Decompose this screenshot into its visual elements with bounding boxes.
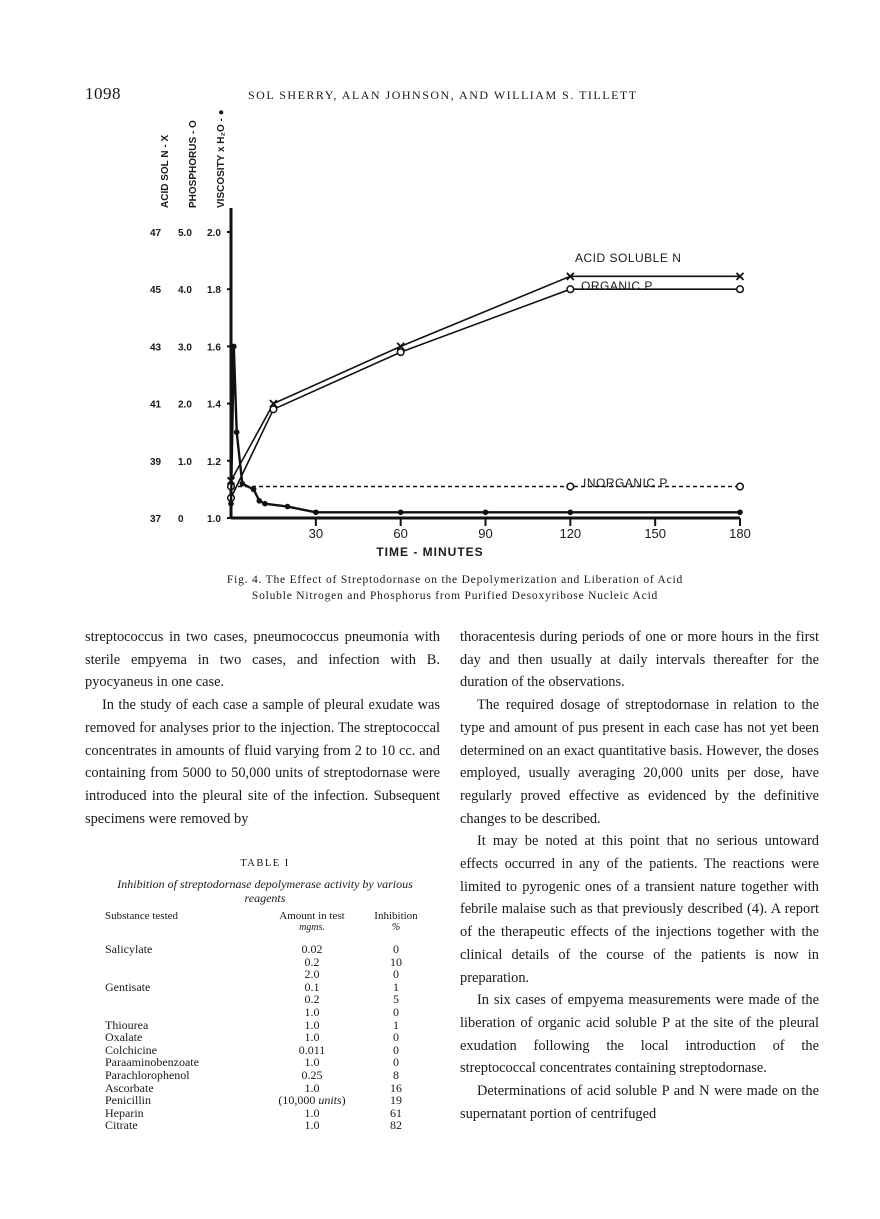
cell-amount: (10,000 units) (278, 1093, 346, 1108)
y-tick-label: 41 (150, 399, 162, 411)
figure-4-chart (0, 0, 880, 570)
header-substance: Substance tested (105, 910, 179, 922)
x-tick-label: 60 (393, 526, 408, 541)
left-paragraph-1: streptococcus in two cases, pneumococcus pneumonia with sterile empyema in two cases, and infection with B. pyocyaneus in one case. (85, 629, 440, 691)
data-point-circle (737, 286, 744, 293)
y-tick-label: 1.8 (207, 285, 221, 297)
header-inhibition-unit: % (391, 922, 401, 933)
caption-line-2: Soluble Nitrogen and Phosphorus from Purified Desoxyribose Nucleic Acid (251, 590, 659, 602)
cell-substance: Gentisate (105, 979, 151, 994)
data-point-dot (262, 501, 268, 507)
data-point-circle (567, 483, 574, 490)
table-row (105, 1019, 425, 1032)
y-tick-label: 1.6 (207, 342, 221, 354)
series-label: ORGANIC P (581, 279, 653, 293)
y-axis-label: VISCOSITY x H₂O - ● (216, 109, 227, 208)
header-amount-label: Amount in test (279, 910, 345, 922)
cell-inhibition: 5 (393, 992, 399, 1007)
table-row (105, 1082, 425, 1095)
left-paragraph-2: In the study of each case a sample of pleural exudate was removed for analyses prior to the injection. The streptococcal concentrates in amounts of fluid varying from 2 to 10 cc. and containing from 5000 to 50,000 units of streptodornase were introduced into the pleural site of the infection. Subsequent specimens were removed by (85, 697, 440, 827)
cell-substance: Penicillin (105, 1093, 151, 1108)
table-title: TABLE I (240, 858, 290, 869)
table-row (105, 1069, 425, 1082)
figure-caption (150, 572, 760, 604)
y-tick-label: 45 (150, 285, 162, 297)
y-tick-label: 39 (150, 456, 162, 468)
cell-amount: 1.0 (304, 1105, 320, 1120)
caption-line-1: Fig. 4. The Effect of Streptodornase on the Depolymerization and Liberation of Acid (226, 574, 684, 586)
cell-amount: 0.011 (298, 1042, 326, 1057)
table-row (105, 1107, 425, 1120)
right-paragraph-2: The required dosage of streptodornase in relation to the type and amount of pus present in each case has not yet been determined on an exact quantitative basis. However, the doses employed, usually averaging 20,000 units per dose, have regularly proved effective as evidenced by the definitive changes to be described. (460, 697, 819, 827)
data-point-dot (231, 344, 237, 350)
series-label: ACID SOLUBLE N (575, 251, 682, 265)
right-paragraph-1: thoracentesis during periods of one or more hours in the first day and then usually at daily intervals thereafter for the duration of the observations. (460, 629, 819, 691)
cell-inhibition: 10 (390, 954, 402, 969)
cell-substance: Parachlorophenol (105, 1067, 190, 1082)
cell-amount: 0.1 (304, 979, 320, 994)
y-tick-label: 5.0 (178, 228, 192, 239)
y-tick-label: 1.0 (178, 456, 192, 468)
cell-amount: 1.0 (304, 1118, 320, 1133)
left-column (85, 626, 440, 830)
cell-amount: 0.2 (304, 992, 320, 1007)
cell-substance: Colchicine (105, 1042, 157, 1057)
cell-inhibition: 16 (390, 1080, 402, 1095)
header-amount-unit: mgms. (299, 922, 325, 933)
cell-inhibition: 82 (390, 1118, 402, 1133)
x-tick-label: 180 (729, 526, 751, 541)
y-tick-label: 4.0 (178, 285, 192, 297)
cell-substance: Citrate (105, 1118, 138, 1133)
page-number: 1098 (85, 84, 121, 103)
data-point-dot (568, 509, 574, 515)
table-row (105, 993, 425, 1006)
cell-inhibition: 61 (390, 1105, 402, 1120)
cell-substance (105, 956, 257, 969)
cell-inhibition: 1 (393, 1017, 399, 1032)
data-point-dot (240, 481, 246, 487)
cell-substance: Heparin (105, 1105, 144, 1120)
data-point-dot (228, 501, 234, 507)
data-point-dot (256, 498, 262, 504)
table-rows (105, 943, 425, 1132)
running-head: SOL SHERRY, ALAN JOHNSON, AND WILLIAM S. TILLETT (248, 88, 638, 102)
data-point-dot (285, 504, 291, 510)
data-point-circle (737, 483, 744, 490)
cell-inhibition: 19 (390, 1093, 402, 1108)
series-label: INORGANIC P (583, 476, 668, 490)
cell-amount: 1.0 (304, 1080, 320, 1095)
table-row (105, 1094, 425, 1107)
cell-inhibition: 0 (393, 1055, 399, 1070)
right-paragraph-5: Determinations of acid soluble P and N were made on the supernatant portion of centrifuged (460, 1083, 819, 1122)
y-tick-label: 0 (178, 514, 184, 525)
y-tick-label: 3.0 (178, 342, 192, 354)
cell-amount: 1.0 (304, 1017, 320, 1032)
cell-substance: Oxalate (105, 1030, 143, 1045)
cell-inhibition: 1 (393, 979, 399, 994)
y-tick-label: 43 (150, 342, 162, 354)
series-line (231, 289, 740, 498)
cell-substance: Ascorbate (105, 1080, 154, 1095)
series-line (231, 276, 740, 481)
data-point-circle (397, 349, 404, 356)
cell-substance: Salicylate (105, 942, 153, 956)
y-tick-label: 1.4 (207, 399, 221, 411)
table-header-row (105, 911, 425, 943)
cell-inhibition: 0 (393, 1004, 399, 1019)
cell-substance (105, 968, 257, 981)
table-row (105, 1006, 425, 1019)
cell-amount: 0.02 (301, 942, 323, 956)
data-point-dot (251, 487, 257, 493)
cell-amount: 0.2 (304, 954, 320, 969)
y-tick-label: 1.0 (207, 514, 221, 525)
data-point-circle (270, 406, 277, 413)
x-tick-label: 150 (644, 526, 667, 541)
y-tick-label: 1.2 (207, 456, 221, 468)
table-row (105, 943, 425, 956)
x-tick-label: 90 (478, 526, 493, 541)
table-row (105, 1119, 425, 1132)
cell-substance: Thiourea (105, 1017, 149, 1032)
cell-amount: 2.0 (304, 967, 320, 982)
cell-inhibition: 0 (393, 967, 399, 982)
data-point-dot (483, 509, 489, 515)
right-paragraph-3: It may be noted at this point that no serious untoward effects occurred in any of the patients. The reactions were limited to pyrogenic ones of a transient nature together with febrile malaise such as that previously described (4). A report of the therapeutic effects of the injections together with the clinical details of the course of the patients is now in preparation. (460, 833, 819, 986)
data-point-dot (737, 509, 743, 515)
cell-amount: 1.0 (304, 1030, 320, 1045)
y-axis-label: PHOSPHORUS - O (188, 120, 199, 208)
right-column (460, 626, 819, 1125)
cell-inhibition: 0 (393, 942, 399, 956)
table-1 (105, 858, 425, 1132)
header-inhibition-label: Inhibition (374, 910, 418, 922)
x-axis-title: TIME - MINUTES (376, 545, 484, 559)
cell-amount: 1.0 (304, 1055, 320, 1070)
cell-inhibition: 0 (393, 1042, 399, 1057)
y-tick-label: 47 (150, 228, 162, 239)
header-inhibition (367, 911, 425, 943)
data-point-dot (234, 429, 240, 435)
table-caption: Inhibition of streptodornase depolymerase activity by various reagents (117, 877, 413, 905)
cell-amount: 0.25 (301, 1067, 323, 1082)
header-amount (257, 911, 367, 943)
x-tick-label: 30 (308, 526, 324, 541)
data-point-dot (398, 509, 404, 515)
cell-substance: Paraaminobenzoate (105, 1055, 199, 1070)
cell-substance (105, 993, 257, 1006)
cell-substance (105, 1006, 257, 1019)
cell-inhibition: 0 (393, 1030, 399, 1045)
y-axis-label: ACID SOL N - X (160, 134, 171, 208)
table-row (105, 1031, 425, 1044)
table-row (105, 981, 425, 994)
table-row (105, 956, 425, 969)
data-point-circle (567, 286, 574, 293)
cell-amount: 1.0 (304, 1004, 320, 1019)
table-body (105, 911, 425, 1132)
cell-inhibition: 8 (393, 1067, 399, 1082)
y-tick-label: 2.0 (207, 228, 221, 239)
right-paragraph-4: In six cases of empyema measurements were made of the liberation of organic acid soluble P at the site of the pleural exudation following the local introduction of the streptococcal concentrates containing streptodornase. (460, 992, 819, 1077)
y-tick-label: 2.0 (178, 399, 192, 411)
data-point-dot (313, 509, 319, 515)
table-row (105, 968, 425, 981)
y-tick-label: 37 (150, 514, 162, 525)
x-tick-label: 120 (559, 526, 582, 541)
